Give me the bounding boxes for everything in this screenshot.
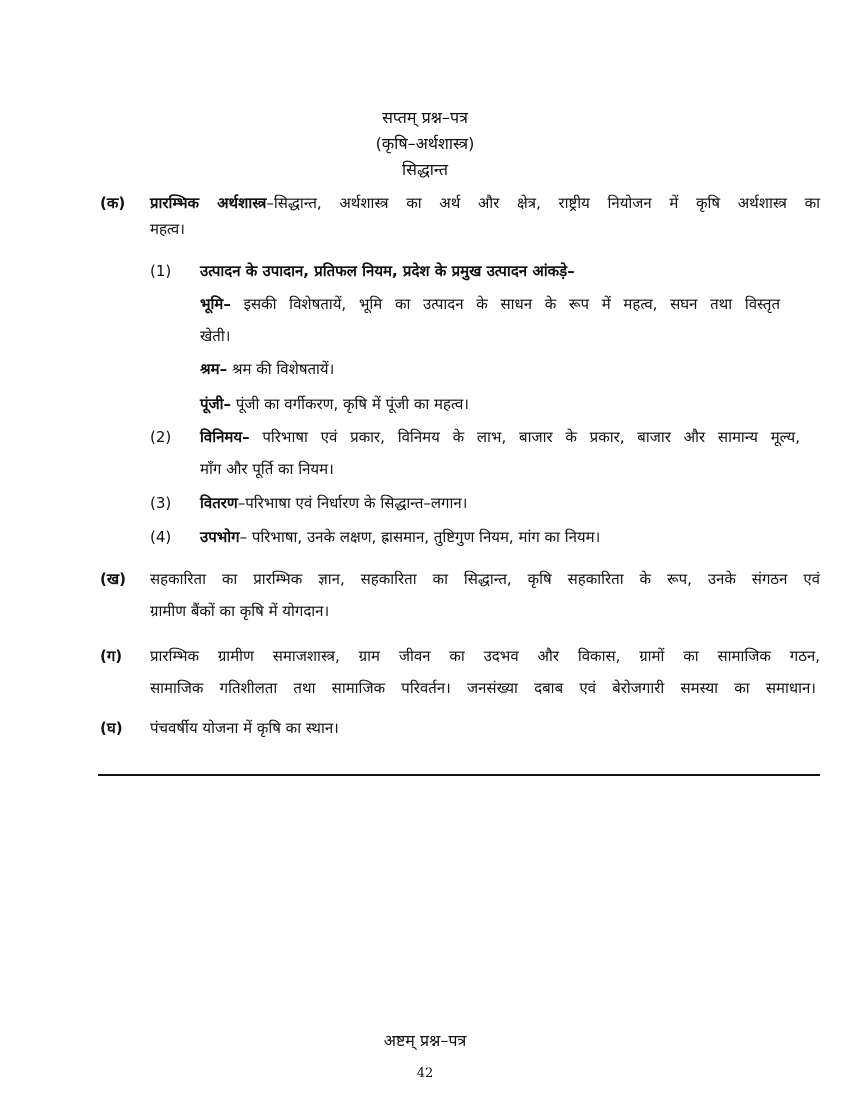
item-1-bhumi-line2: खेती। [200, 327, 231, 345]
horizontal-divider [98, 774, 820, 776]
item-4-line [200, 524, 600, 550]
section-kha-line2: ग्रामीण बैंकों का कृषि में योगदान। [150, 602, 330, 620]
punji-text: पूंजी का वर्गीकरण, कृषि में पूंजी का महत्व। [231, 395, 469, 413]
vinimay-term: विनिमय– [200, 428, 250, 446]
paper-title: सप्तम् प्रश्न–पत्र [382, 108, 468, 127]
section-ka-line2: महत्व। [150, 220, 185, 238]
section-ka-heading: प्रारम्भिक अर्थशास्त्र [150, 194, 267, 212]
punji-term: पूंजी– [200, 395, 232, 413]
bhumi-term: भूमि– [200, 295, 231, 313]
section-gha-line1: पंचवर्षीय योजना में कृषि का स्थान। [150, 719, 339, 737]
item-1-bhumi-line1 [200, 291, 780, 317]
item-2-line1 [200, 424, 800, 450]
section-title: सिद्धान्त [402, 160, 448, 179]
section-ga-label: (ग) [100, 647, 123, 665]
section-kha-line1: सहकारिता का प्रारम्भिक ज्ञान, सहकारिता का सिद्धान्त, कृषि सहकारिता के रूप, उनके संगठन एवं [150, 570, 820, 588]
section-gha-label: (घ) [100, 719, 123, 737]
item-3-number: (3) [150, 494, 172, 512]
section-ka-line1-text: –सिद्धान्त, अर्थशास्त्र का अर्थ और क्षेत्र, राष्ट्रीय नियोजन में कृषि अर्थशास्त्र का [266, 194, 820, 212]
bhumi-text: इसकी विशेषतायें, भूमि का उत्पादन के साधन के रूप में महत्व, सघन तथा विस्तृत [230, 295, 780, 313]
section-ka-line1 [150, 190, 820, 216]
upbhog-text: – परिभाषा, उनके लक्षण, ह्रासमान, तुष्टिगुण नियम, मांग का नियम। [239, 528, 601, 546]
vinimay-text: परिभाषा एवं प्रकार, विनिमय के लाभ, बाजार के प्रकार, बाजार और सामान्य मूल्य, [249, 428, 800, 446]
section-kha-label: (ख) [100, 570, 126, 588]
vitaran-text: –परिभाषा एवं निर्धारण के सिद्धान्त–लगान। [237, 494, 468, 512]
section-ga-line1: प्रारम्भिक ग्रामीण समाजशास्त्र, ग्राम जीवन का उदभव और विकास, ग्रामों का सामाजिक गठन, [150, 647, 820, 665]
item-1-punji [200, 391, 469, 417]
section-ka-label: (क) [100, 194, 126, 212]
shram-term: श्रम– [200, 360, 228, 378]
item-2-number: (2) [150, 428, 172, 446]
item-2-line2: माँग और पूर्ति का नियम। [200, 460, 334, 478]
section-ga-line2: सामाजिक गतिशीलता तथा सामाजिक परिवर्तन। जनसंख्या दबाब एवं बेरोजगारी समस्या का समाधान। [150, 679, 816, 697]
next-paper-title: अष्टम् प्रश्न–पत्र [383, 1031, 467, 1050]
upbhog-term: उपभोग [200, 528, 240, 546]
item-4-number: (4) [150, 528, 172, 546]
item-1-number: (1) [150, 262, 172, 280]
item-1-heading: उत्पादन के उपादान, प्रतिफल नियम, प्रदेश के प्रमुख उत्पादन आंकड़े– [200, 262, 575, 280]
subject-title: (कृषि–अर्थशास्त्र) [375, 134, 475, 153]
page-number: 42 [416, 1066, 434, 1081]
vitaran-term: वितरण [200, 494, 238, 512]
item-3-line [200, 490, 467, 516]
shram-text: श्रम की विशेषतायें। [227, 360, 335, 378]
item-1-shram [200, 356, 334, 382]
